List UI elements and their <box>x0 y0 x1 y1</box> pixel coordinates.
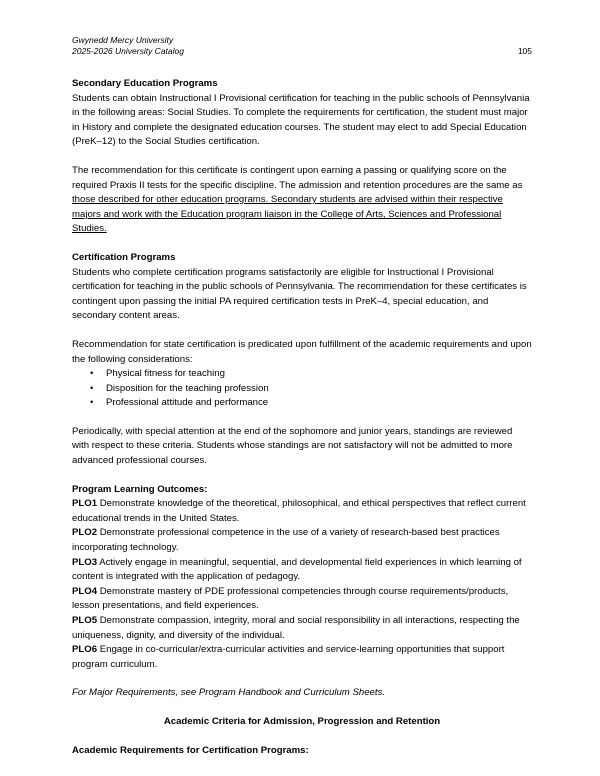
plo-code: PLO5 <box>72 615 98 626</box>
plo-text: Engage in co-curricular/extra-curricular activities and service-learning opportunities that support program curriculum. <box>72 644 505 670</box>
plo-code: PLO6 <box>72 644 98 656</box>
header-catalog: 2025-2026 University Catalog <box>72 46 184 56</box>
secondary-para-1: Students can obtain Instructional I Provisional certification for teaching in the public schools of Pennsylvania in the following areas: Social Studies. To complete the requirements for certification, the student must major in History and complete the designated education courses. The student may elect to add Special Education (PreK–12) to the Social Studies certification. <box>72 92 530 148</box>
certification-heading: Certification Programs <box>72 251 176 263</box>
catalog-page <box>72 35 532 758</box>
certification-para-3: Periodically, with special attention at the end of the sophomore and junior years, standings are reviewed with respect to these criteria. Students whose standings are not satisfactory will not be admitted to more advanced professional courses. <box>72 425 513 467</box>
running-header <box>72 35 532 57</box>
considerations-list <box>72 367 532 411</box>
secondary-para-2-underlined: those described for other education programs. Secondary students are advised within their respective majors and work with the Education program liaison in the College of Arts, Sciences and Professional Studies. <box>72 194 503 235</box>
page-body <box>72 77 532 758</box>
plo-code: PLO2 <box>72 527 98 539</box>
plo-text: Demonstrate knowledge of the theoretical, philosophical, and ethical perspectives that reflect current educational trends in the United States. <box>72 498 526 524</box>
secondary-heading: Secondary Education Programs <box>72 78 218 89</box>
plo-item <box>72 585 532 614</box>
plo-code: PLO4 <box>72 585 98 597</box>
plo-text: Demonstrate compassion, integrity, moral and social responsibility in all interactions, respecting the uniqueness, dignity, and diversity of the individual. <box>72 615 520 641</box>
header-university: Gwynedd Mercy University <box>72 35 174 45</box>
plo-item <box>72 497 532 526</box>
plo-text: Demonstrate mastery of PDE professional competencies through course requirements/products, lesson presentations, and field experiences. <box>72 585 509 612</box>
plo-text: Demonstrate professional competence in the use of a variety of research-based best practices incorporating technology. <box>72 527 500 554</box>
plo-item <box>72 556 532 585</box>
criteria-title: Academic Criteria for Admission, Progression and Retention <box>163 715 441 727</box>
list-item: • Physical fitness for teaching <box>72 367 532 382</box>
plo-text: Actively engage in meaningful, sequential, and developmental field experiences in which learning of content is integrated with the application of pedagogy. <box>72 556 522 583</box>
plo-item <box>72 614 532 643</box>
list-item: • Professional attitude and performance <box>72 396 532 411</box>
plo-item <box>72 526 532 555</box>
plo-code: PLO3 <box>72 556 98 568</box>
list-item: • Disposition for the teaching profession <box>72 382 532 397</box>
secondary-para-2 <box>72 164 532 237</box>
certification-para-1: Students who complete certification programs satisfactorily are eligible for Instructional I Provisional certification for teaching in the public schools of Pennsylvania. The recommendation for these certificates is contingent upon passing the initial PA required certification tests in PreK–4, special education, and secondary content areas. <box>72 266 527 322</box>
criteria-subheading: Academic Requirements for Certification Programs: <box>72 744 309 756</box>
page-number: 105 <box>517 46 532 56</box>
plo-item <box>72 643 532 672</box>
certification-para-2: Recommendation for state certification is predicated upon fulfillment of the academic requirements and upon the following considerations: <box>72 338 532 365</box>
outcomes-heading: Program Learning Outcomes: <box>72 483 208 495</box>
plo-code: PLO1 <box>72 498 98 510</box>
requirements-note: For Major Requirements, see Program Handbook and Curriculum Sheets. <box>72 687 386 699</box>
secondary-para-2-text: The recommendation for this certificate is contingent upon earning a passing or qualifying score on the required Praxis II tests for the specific discipline. The admission and retention procedures are the same as <box>72 164 523 191</box>
